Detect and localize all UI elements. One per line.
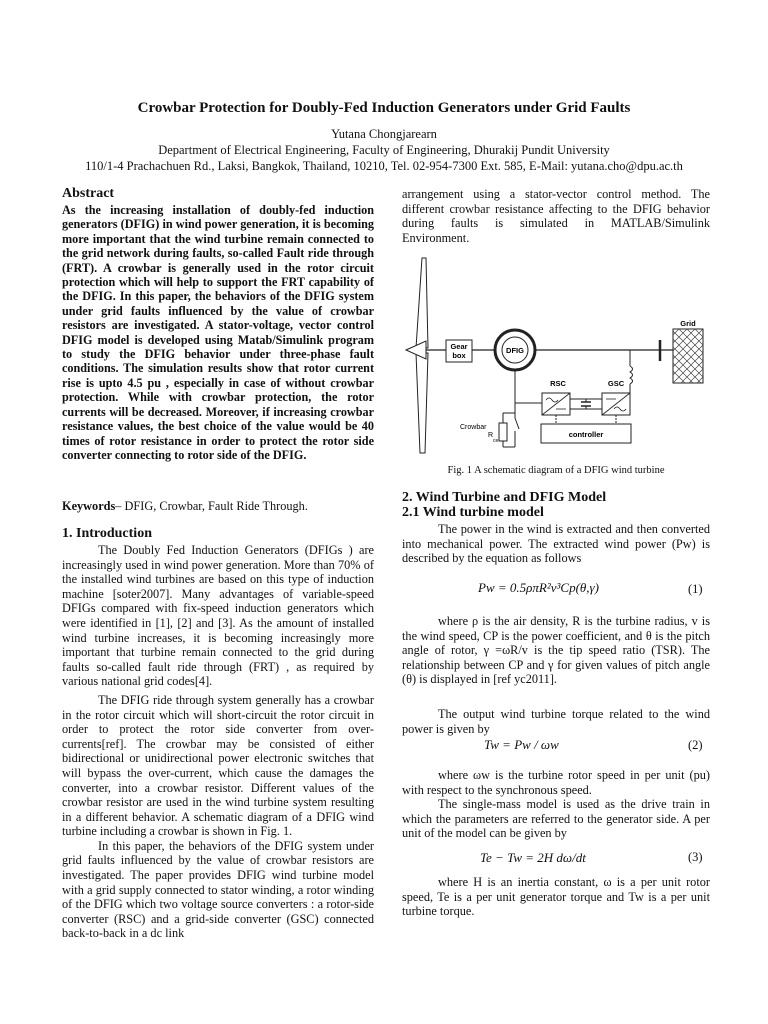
crowbar-r-label: R	[488, 432, 494, 439]
rsc-label: RSC	[550, 379, 566, 388]
equation-1: Pw = 0.5ρπR²v³Cp(θ,γ)	[478, 580, 599, 595]
gearbox-label-1: Gear	[450, 342, 468, 351]
section-2-paragraph-4: where ωw is the turbine rotor speed in per unit (pu) with respect to the synchronous speed.	[402, 768, 710, 797]
section-2-heading-block	[402, 490, 710, 521]
section-2-paragraph-6: where H is an inertia constant, ω is a per unit rotor speed, Te is a per unit generator torque and Tw is a per unit turbine torque.	[402, 875, 710, 919]
abstract-heading: Abstract	[62, 186, 115, 201]
section-2-paragraph-3: The output wind turbine torque related to the wind power is given by	[402, 707, 710, 736]
turbine-blade-icon	[416, 353, 428, 453]
controller-label: controller	[568, 430, 604, 439]
grid-label: Grid	[680, 319, 696, 328]
right-column-intro-continuation: arrangement using a stator-vector control method. The different crowbar resistance affecting to the DFIG behavior during faults is simulated in MATLAB/Simulink Environment.	[402, 187, 710, 245]
section-2-paragraph-1: The power in the wind is extracted and then converted into mechanical power. The extracted wind power (Pw) is described by the equation as follows	[402, 522, 710, 566]
author-name: Yutana Chongjarearn	[331, 127, 437, 141]
gearbox-label-2: box	[452, 351, 466, 360]
section-2-paragraph-2: where ρ is the air density, R is the turbine radius, v is the wind speed, CP is the power coefficient, and θ is the pitch angle of rotor, γ =ωR/v is the tip speed ratio (TSR). The relationship between CP and γ for given values of pitch angle (θ) is displayed in [ref yc2011].	[402, 614, 710, 687]
keywords-line	[62, 499, 374, 514]
keywords-label: Keywords	[62, 499, 116, 513]
dfig-schematic-figure	[398, 253, 716, 463]
introduction-section	[62, 526, 374, 941]
address-line: 110/1-4 Prachachuen Rd., Laksi, Bangkok, Thailand, 10210, Tel. 02-954-7300 Ext. 585, E-Mail: yutana.cho@dpu.ac.th	[85, 159, 683, 173]
crowbar-r-subscript: ce	[493, 438, 499, 444]
equation-2-number: (2)	[688, 738, 703, 752]
dfig-label: DFIG	[506, 346, 524, 355]
equation-3: Te − Tw = 2H dω/dt	[480, 850, 586, 865]
inductor-icon	[630, 366, 633, 384]
grid-symbol	[673, 329, 703, 383]
equation-2: Tw = Pw / ωw	[484, 737, 559, 752]
paper-title: Crowbar Protection for Doubly-Fed Induction Generators under Grid Faults	[137, 100, 631, 116]
section-2-1-heading: 2.1 Wind turbine model	[402, 505, 544, 520]
intro-paragraph-2: The DFIG ride through system generally has a crowbar in the rotor circuit which will short-circuit the rotor circuit in order to protect the rotor side converter from over-currents[ref]. The crowbar may be consisted of either bidirectional or unidirectional power electronic switches that will bypass the over-current, which cause the damages the converter, into a crowbar resistor. Different values of the crowbar resistor are used in the wind turbine system resulting in a different behavior. A schematic diagram of a DFIG wind turbine including a crowbar is shown in Fig. 1.	[62, 692, 374, 839]
abstract-text: As the increasing installation of doubly-fed induction generators (DFIG) in wind power generation, it is becoming more important that the wind turbine remain connected to the grid network during faults, so-called Fault ride through (FRT). A crowbar is generally used in the rotor circuit protection which will help to support the FRT capability of the DFIG. In this paper, the behaviors of the DFIG system under grid faults influenced by the value of crowbar resistors are investigated. A stator-voltage, vector control DFIG model is developed using Matab/Simulink program to study the DFIG behavior under three-phase fault conditions. The simulation results show that rotor current rise is upto 4.5 pu , especially in case of without crowbar protection. While with crowbar protection, the rotor currents will be decreased. Moreover, if increasing crowbar resistance values, the best choice of the value would be 40 times of rotor resistance in order to protect the rotor side converter connecting to rotor side of the DFIG.	[62, 203, 374, 462]
crowbar-resistor-icon	[499, 423, 507, 441]
equation-1-number: (1)	[688, 582, 703, 596]
crowbar-switch-icon	[515, 418, 519, 429]
affiliation: Department of Electrical Engineering, Faculty of Engineering, Dhurakij Pundit University	[158, 143, 610, 157]
section-2-paragraph-5: The single-mass model is used as the drive train in which the parameters are referred to the generator side. A per unit of the model can be given by	[402, 797, 710, 841]
intro-paragraph-3: In this paper, the behaviors of the DFIG system under grid faults influenced by the value of crowbar resistors are investigated. The paper provides DFIG wind turbine model with a grid supply connected to stator winding, a rotor winding of the DFIG which two voltage source converters : a rotor-side converter (RSC) and a grid-side converter (GSC) connected back-to-back in a dc link	[62, 838, 374, 941]
gsc-label: GSC	[607, 379, 625, 388]
abstract-section	[62, 186, 374, 462]
section-2-heading: 2. Wind Turbine and DFIG Model	[402, 490, 607, 505]
intro-paragraph-1: The Doubly Fed Induction Generators (DFIGs ) are increasingly used in wind power generation. More than 70% of the installed wind turbines are based on this type of induction machine [soter2007]. Many advantages of variable-speed DFIGs compared with fix-speed induction generators which were identified in [1], [2] and [3]. As the amount of installed wind turbine increases, it is becoming increasingly more important that turbine remain connected to the grid during faults so-called fault ride through (FRT) , as required by various national grid codes[4].	[62, 543, 374, 689]
keywords-text: – DFIG, Crowbar, Fault Ride Through.	[115, 499, 308, 513]
figure-caption: Fig. 1 A schematic diagram of a DFIG wind turbine	[447, 465, 665, 476]
introduction-heading: 1. Introduction	[62, 526, 152, 541]
crowbar-label: Crowbar	[460, 424, 487, 431]
equation-3-number: (3)	[688, 850, 703, 864]
turbine-blade-icon	[416, 258, 428, 348]
